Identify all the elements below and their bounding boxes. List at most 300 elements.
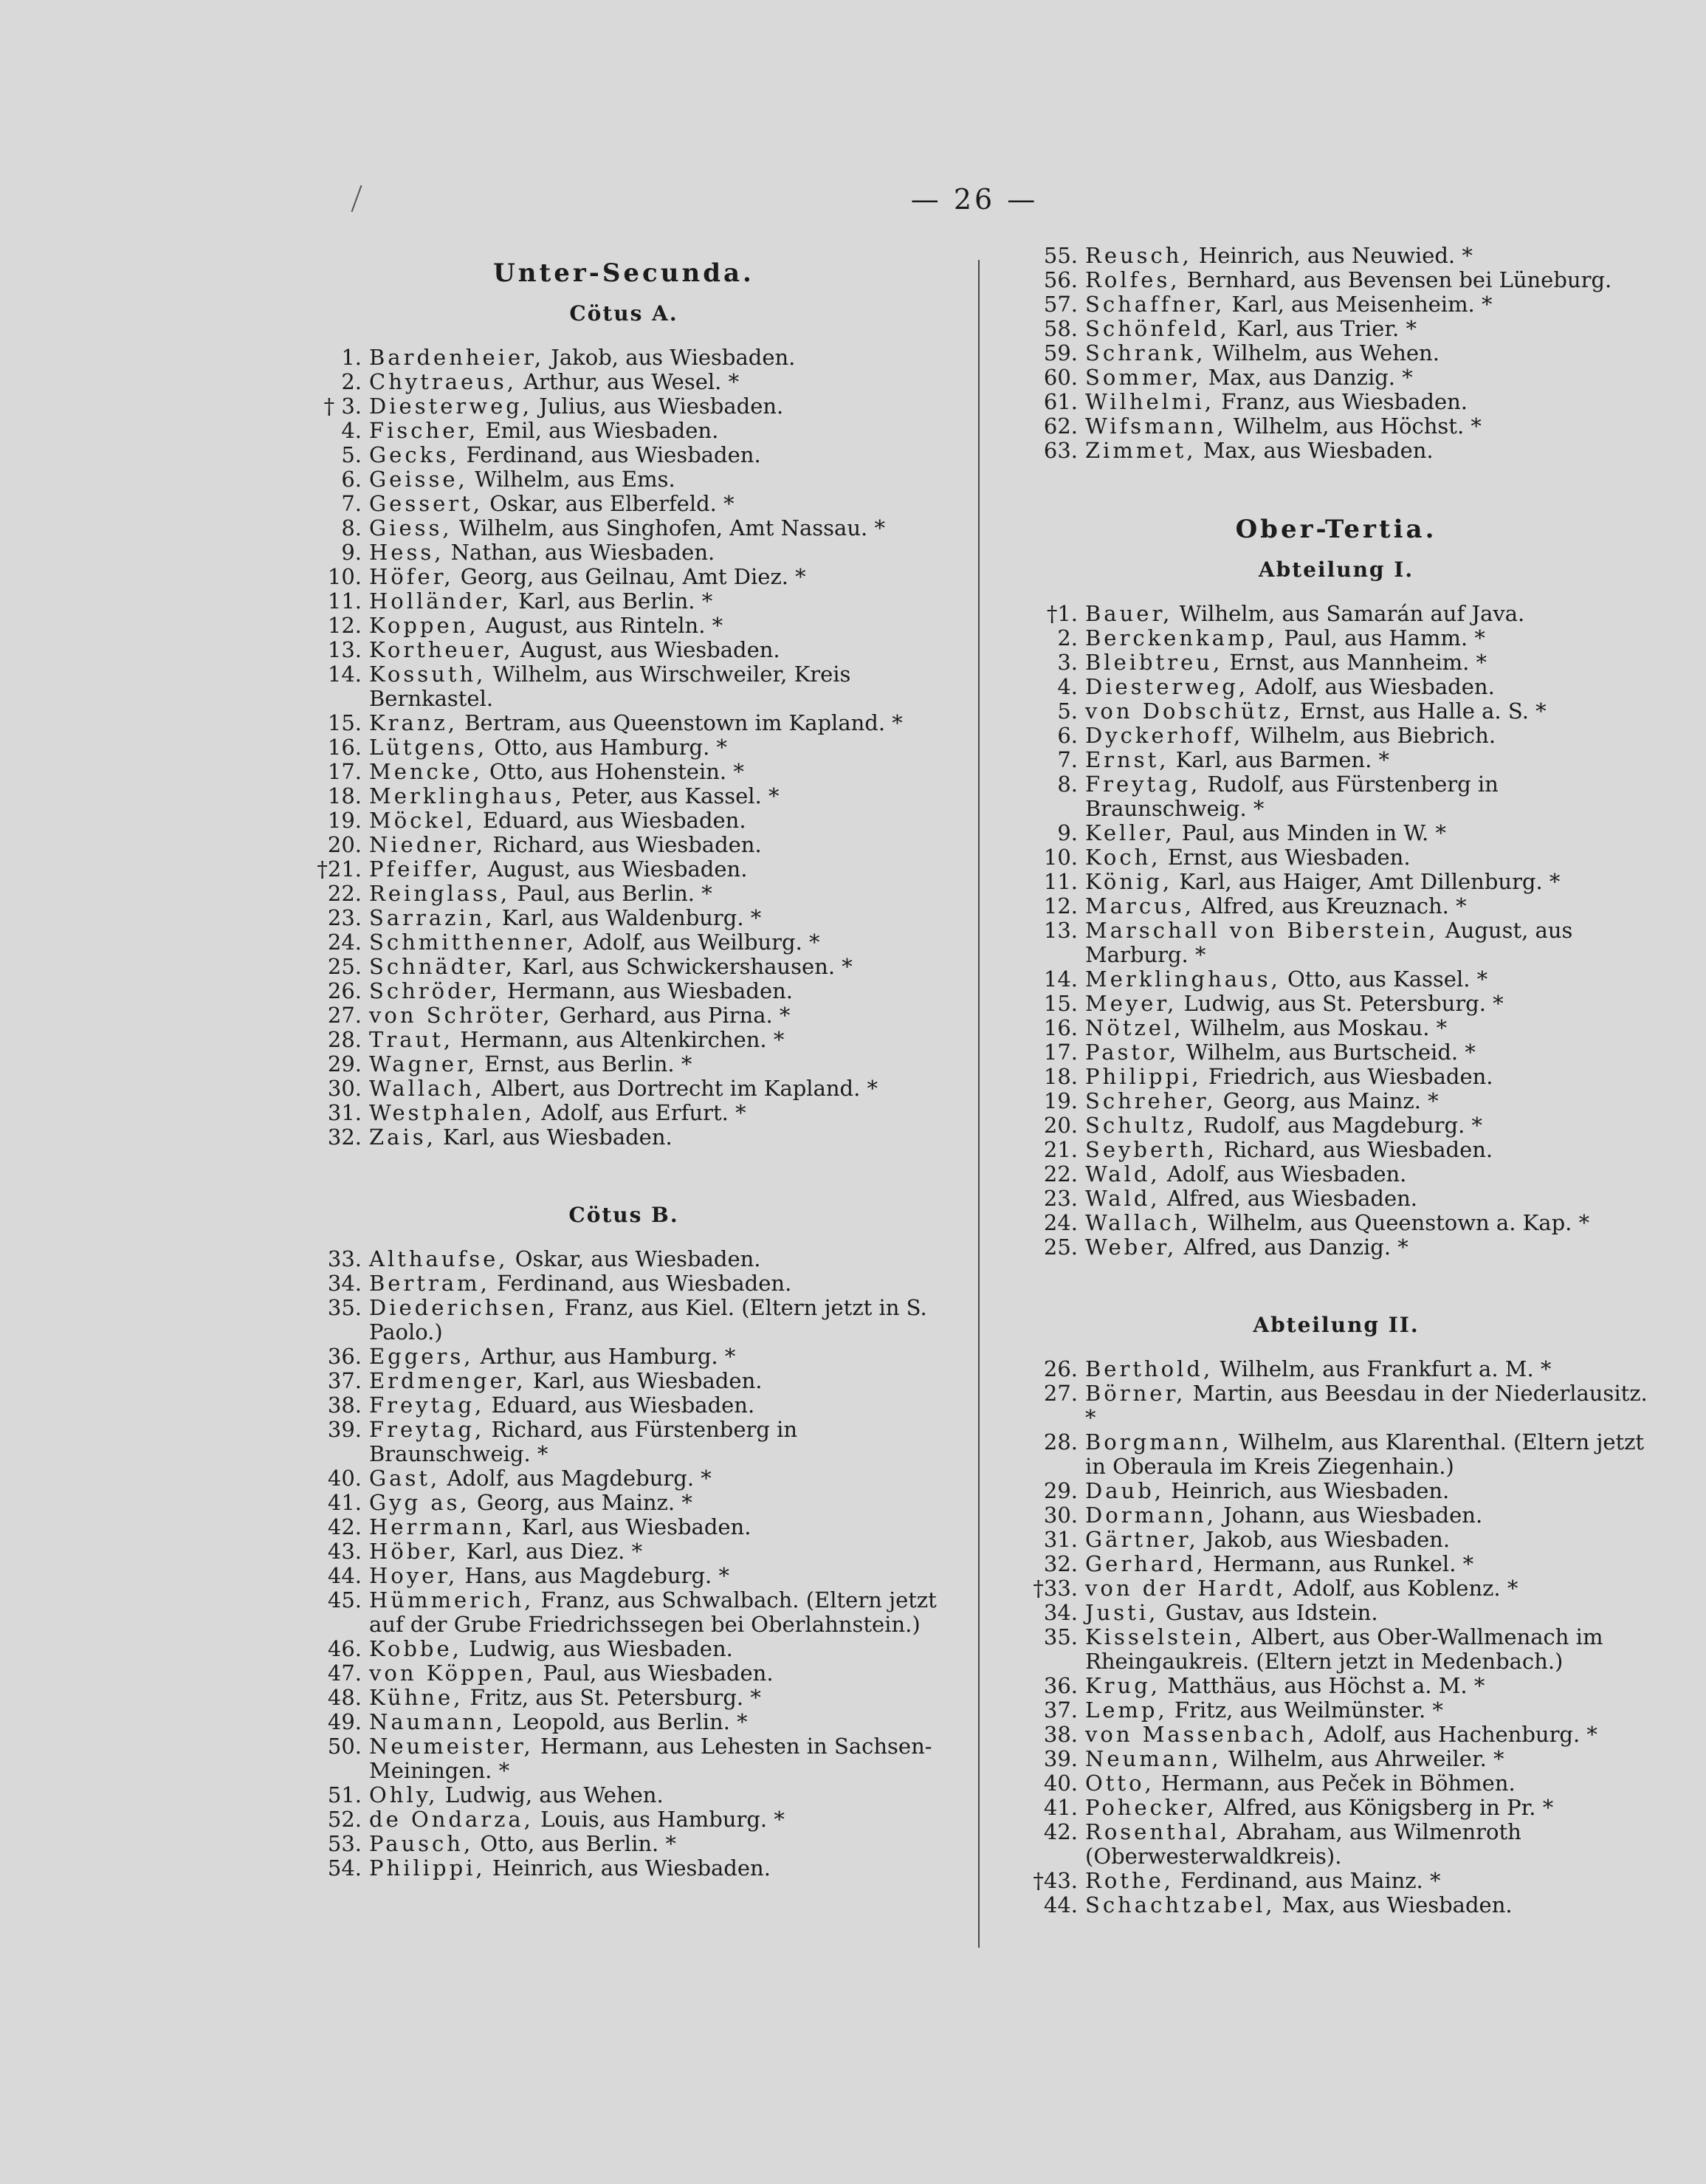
entry-text [1085,292,1654,317]
student-surname: Zais, [369,1124,436,1150]
student-details: Max, aus Danzig. * [1208,365,1413,390]
student-details: Paul, aus Berlin. * [517,881,712,906]
entry-text [1085,1601,1654,1625]
entry-number: 21. [1043,1137,1078,1162]
entry-text [369,346,945,370]
list-item [1019,1771,1654,1796]
student-details: Ernst, aus Berlin. * [484,1051,692,1076]
student-details: Hermann, aus Wiesbaden. [506,978,794,1003]
entry-number: 6. [341,467,362,492]
student-details: Bernhard, aus Bevensen bei Lüneburg. [1186,267,1612,292]
student-surname: Holländer, [369,588,512,614]
student-details: Jakob, aus Wiesbaden. [1205,1527,1451,1552]
student-surname: Möckel, [369,808,476,833]
entry-text [1085,602,1654,626]
student-details: Louis, aus Hamburg. * [540,1807,785,1832]
section-cotus-b [303,1203,945,1881]
student-details: Rudolf, aus Magdeburg. * [1203,1113,1483,1138]
entry-text [1085,675,1654,699]
right-column [1019,244,1654,1917]
list-item [1019,992,1654,1016]
list-item [1019,1430,1654,1479]
entry-number: 56. [1043,267,1078,292]
entry-text [369,1783,945,1807]
student-surname: Marcus, [1085,893,1194,918]
list-item [303,1637,945,1661]
entry-text [369,1076,945,1101]
entry-number: 48. [327,1685,362,1710]
entry-number: 47. [327,1661,362,1686]
section-title: Abteilung II. [1253,1313,1420,1337]
entry-text [1085,1771,1654,1796]
list-item [303,1491,945,1515]
entry-number: 17. [327,759,362,784]
section-abteilung-1 [1019,557,1654,1260]
entry-number: †1. [1046,601,1078,626]
entry-text [369,565,945,589]
student-details: Wilhelm, aus Klarenthal. (Eltern jetzt in Oberaula im Kreis Ziegenhain.) [1085,1429,1645,1479]
student-surname: Gyg as, [369,1490,470,1515]
student-details: Ernst, aus Halle a. S. * [1299,698,1547,724]
student-surname: Schachtzabel, [1085,1892,1276,1917]
list-item [303,1564,945,1588]
student-details: Abraham, aus Wilmenroth (Oberwesterwaldkreis). [1085,1819,1521,1869]
list-item [1019,724,1654,748]
student-details: Ferdinand, aus Wiesbaden. [466,442,761,467]
entry-text [1085,1576,1654,1601]
entry-number: 30. [1043,1503,1078,1528]
list-item [303,662,945,711]
list-item [303,589,945,614]
entry-text [1085,1552,1654,1576]
student-list-continued [1019,244,1654,463]
student-details: Peter, aus Kassel. * [571,783,780,808]
entry-number: 14. [1043,966,1078,992]
entry-text [369,1807,945,1832]
entry-text [1085,918,1654,967]
entry-number: 44. [1043,1892,1078,1917]
student-details: Emil, aus Wiesbaden. [485,418,719,443]
student-details: Wilhelm, aus Ahrweiler. * [1228,1746,1504,1771]
entry-number: 2. [1057,625,1078,650]
student-details: August, aus Wiesbaden. [520,637,780,662]
student-surname: Pohecker, [1085,1795,1217,1820]
student-surname: Schnädter, [369,954,516,979]
student-details: Ludwig, aus St. Petersburg. * [1183,991,1504,1016]
student-surname: Krug, [1085,1673,1160,1698]
list-item [303,1661,945,1686]
entry-text [369,1345,945,1369]
entry-text [1085,1187,1654,1211]
entry-number: 42. [327,1514,362,1539]
list-item [303,419,945,443]
entry-text [369,1101,945,1125]
student-surname: Schrank, [1085,340,1206,365]
entry-text [1085,650,1654,675]
student-details: Eduard, aus Wiesbaden. [491,1393,755,1418]
entry-text [369,662,945,711]
entry-number: 23. [1043,1186,1078,1211]
student-surname: Bleibtreu, [1085,650,1223,675]
entry-text [369,370,945,394]
entry-text [369,419,945,443]
entry-text [369,1588,945,1637]
student-details: Albert, aus Dortrecht im Kapland. * [491,1076,878,1101]
student-surname: Sommer, [1085,365,1202,390]
entry-number: 43. [327,1539,362,1564]
student-surname: Kortheuer, [369,637,514,662]
list-item [303,614,945,638]
list-item [303,638,945,662]
student-surname: Gärtner, [1085,1527,1199,1552]
entry-number: 9. [341,540,362,565]
list-item [303,1807,945,1832]
student-details: Georg, aus Geilnau, Amt Diez. * [460,564,806,589]
student-details: Oskar, aus Wiesbaden. [515,1246,761,1271]
entry-number: 40. [1043,1771,1078,1796]
student-details: Wilhelm, aus Frankfurt a. M. * [1220,1356,1552,1381]
list-item [303,1125,945,1150]
list-item [303,857,945,882]
entry-text [369,614,945,638]
entry-text [369,955,945,979]
student-surname: Diesterweg, [369,394,533,419]
list-item [1019,918,1654,967]
student-surname: Otto, [1085,1771,1155,1796]
entry-text [1085,1138,1654,1162]
student-details: Adolf, aus Koblenz. * [1293,1576,1518,1601]
student-details: Rudolf, aus Fürstenberg in Braunschweig. * [1085,772,1499,821]
list-item [303,1539,945,1564]
entry-number: 39. [1043,1746,1078,1771]
student-details: Friedrich, aus Wiesbaden. [1208,1064,1493,1089]
entry-text [369,1686,945,1710]
student-details: Wilhelm, aus Singhofen, Amt Nassau. * [458,515,885,540]
entry-text [369,1393,945,1418]
list-item [1019,365,1654,390]
entry-text [1085,365,1654,390]
list-item [303,1052,945,1076]
entry-number: †33. [1033,1576,1078,1601]
entry-number: 40. [327,1466,362,1491]
entry-text [369,516,945,540]
entry-number: 29. [327,1051,362,1076]
entry-number: 38. [327,1393,362,1418]
list-item [303,1345,945,1369]
student-details: Adolf, aus Erfurt. * [541,1100,746,1125]
entry-number: 53. [327,1831,362,1856]
student-details: Karl, aus Schwickershausen. * [522,954,853,979]
student-surname: Merklinghaus, [1085,966,1281,992]
student-surname: Freytag, [369,1393,485,1418]
student-details: Alfred, aus Danzig. * [1183,1234,1409,1260]
student-surname: Schönfeld, [1085,316,1230,341]
student-surname: Pfeiffer, [369,856,481,882]
list-item [303,906,945,930]
entry-number: 31. [1043,1527,1078,1552]
student-details: Karl, aus Wiesbaden. [532,1368,763,1393]
student-details: Wilhelm, aus Biebrich. [1250,723,1496,748]
entry-text [1085,268,1654,292]
entry-text [1085,1869,1654,1893]
entry-text [1085,1065,1654,1089]
student-details: Nathan, aus Wiesbaden. [450,540,715,565]
entry-text [1085,1698,1654,1723]
entry-number: 41. [327,1490,362,1515]
student-surname: Meyer, [1085,991,1177,1016]
entry-number: 27. [327,1003,362,1028]
student-details: Paul, aus Minden in W. * [1181,820,1446,845]
student-surname: Marschall von Biberstein, [1085,918,1439,943]
entry-text [1085,724,1654,748]
student-details: Heinrich, aus Neuwied. * [1198,243,1473,268]
entry-number: 7. [1057,747,1078,772]
student-details: Wilhelm, aus Samarán auf Java. [1179,601,1525,626]
entry-number: 34. [327,1271,362,1296]
student-details: Ferdinand, aus Mainz. * [1180,1868,1441,1893]
entry-text [1085,626,1654,650]
stray-pen-mark [351,185,362,212]
student-surname: Kisselstein, [1085,1624,1245,1649]
entry-text [1085,967,1654,992]
student-surname: Bauer, [1085,601,1173,626]
list-item [1019,439,1654,463]
entry-number: 26. [1043,1356,1078,1381]
student-surname: Lemp, [1085,1697,1168,1723]
student-details: Ludwig, aus Wiesbaden. [469,1636,733,1661]
entry-text [369,589,945,614]
student-details: Otto, aus Kassel. * [1287,966,1488,992]
student-surname: Eggers, [369,1344,474,1369]
student-surname: Kühne, [369,1685,464,1710]
column-divider [978,260,980,1948]
entry-number: 18. [1043,1064,1078,1089]
student-surname: Hümmerich, [369,1587,534,1613]
student-surname: Geisse, [369,467,468,492]
list-item [303,955,945,979]
list-item [303,1734,945,1783]
list-item [1019,748,1654,772]
entry-number: 1. [341,345,362,370]
entry-number: 32. [327,1124,362,1150]
entry-number: 35. [327,1295,362,1320]
list-item [1019,1601,1654,1625]
list-item [1019,1162,1654,1187]
entry-number: 12. [327,613,362,638]
student-surname: Ernst, [1085,747,1169,772]
student-details: Paul, aus Wiesbaden. [543,1661,774,1686]
list-item [303,930,945,955]
list-item [1019,1235,1654,1260]
list-item [1019,1625,1654,1674]
student-details: Arthur, aus Hamburg. * [480,1344,736,1369]
entry-number: 58. [1043,316,1078,341]
student-surname: Hoyer, [369,1563,458,1588]
student-details: Karl, aus Waldenburg. * [501,905,762,930]
student-surname: von Massenbach, [1085,1722,1318,1747]
entry-text [1085,1503,1654,1528]
entry-number: 55. [1043,243,1078,268]
student-details: Hermann, aus Peček in Böhmen. [1160,1771,1516,1796]
student-details: Adolf, aus Magdeburg. * [447,1466,712,1491]
student-surname: Wald, [1085,1186,1160,1211]
list-item [1019,1698,1654,1723]
entry-text [369,857,945,882]
student-surname: Philippi, [369,1855,486,1881]
student-details: Georg, aus Mainz. * [476,1490,692,1515]
student-surname: Chytraeus, [369,369,517,394]
entry-number: 13. [327,637,362,662]
list-item [303,1856,945,1881]
list-item [1019,341,1654,365]
student-surname: Neumeister, [369,1734,534,1759]
entry-number: 34. [1043,1600,1078,1625]
list-item [1019,1187,1654,1211]
student-list [303,1247,945,1881]
list-item [303,882,945,906]
entry-text [1085,894,1654,918]
list-item [303,711,945,735]
student-surname: Lütgens, [369,735,488,760]
student-details: Alfred, aus Königsberg in Pr. * [1223,1795,1554,1820]
student-details: Max, aus Wiesbaden. [1203,438,1434,463]
entry-text [1085,1723,1654,1747]
entry-text [369,1296,945,1345]
student-details: Franz, aus Kiel. (Eltern jetzt in S. Paolo.) [369,1295,927,1345]
entry-number: †43. [1033,1868,1078,1893]
student-details: Wilhelm, aus Wirschweiler, Kreis Bernkastel. [369,662,851,711]
student-surname: Bertram, [369,1271,490,1296]
entry-number: 4. [341,418,362,443]
list-item [1019,1065,1654,1089]
student-surname: von der Hardt, [1085,1576,1287,1601]
list-item [1019,1576,1654,1601]
entry-text [369,1125,945,1150]
student-surname: Höfer, [369,564,454,589]
entry-text [369,638,945,662]
list-item [1019,1723,1654,1747]
student-details: Franz, aus Schwalbach. (Eltern jetzt auf der Grube Friedrichssegen bei Oberlahnstein.) [369,1587,937,1637]
student-details: Oskar, aus Elberfeld. * [489,491,735,516]
entry-text [369,760,945,784]
student-surname: Keller, [1085,820,1175,845]
student-details: August, aus Rinteln. * [485,613,723,638]
student-details: Richard, aus Wiesbaden. [1223,1137,1493,1162]
list-item [1019,1016,1654,1040]
list-item [303,565,945,589]
student-surname: Diederichsen, [369,1295,558,1320]
list-item [1019,1357,1654,1381]
entry-text [369,930,945,955]
entry-text [369,1028,945,1052]
entry-text [1085,870,1654,894]
entry-number: 52. [327,1807,362,1832]
entry-number: 8. [341,515,362,540]
student-surname: Wagner, [369,1051,478,1076]
list-item [1019,650,1654,675]
student-details: Richard, aus Wiesbaden. [492,832,762,857]
student-details: Hermann, aus Runkel. * [1213,1551,1474,1576]
entry-number: 14. [327,662,362,687]
student-details: Hermann, aus Altenkirchen. * [460,1027,785,1052]
list-item [1019,1869,1654,1893]
entry-text [1085,317,1654,341]
student-surname: Justi, [1085,1600,1159,1625]
student-surname: von Dobschütz, [1085,698,1293,724]
student-surname: Freytag, [1085,772,1201,797]
student-details: Paul, aus Hamm. * [1284,625,1485,650]
student-surname: Börner, [1085,1381,1186,1406]
list-item [303,1247,945,1271]
list-item [303,979,945,1003]
entry-text [1085,1528,1654,1552]
list-item [303,1418,945,1466]
entry-number: 19. [327,808,362,833]
entry-number: 10. [1043,845,1078,870]
entry-number: 25. [327,954,362,979]
entry-text [1085,821,1654,845]
student-details: Otto, aus Berlin. * [480,1831,676,1856]
entry-text [369,1491,945,1515]
list-item [303,1076,945,1101]
student-surname: Höber, [369,1539,460,1564]
student-details: Otto, aus Hohenstein. * [489,759,744,784]
student-surname: Koch, [1085,845,1161,870]
student-details: Wilhelm, aus Wehen. [1212,340,1440,365]
student-surname: Reinglass, [369,881,511,906]
student-surname: Nötzel, [1085,1015,1184,1040]
entry-text [1085,748,1654,772]
entry-text [369,808,945,833]
student-details: Karl, aus Meisenheim. * [1231,292,1493,317]
entry-text [1085,1381,1654,1430]
list-item [303,1832,945,1856]
entry-text [369,1271,945,1296]
entry-number: 45. [327,1587,362,1613]
student-surname: von Köppen, [369,1661,537,1686]
entry-text [369,1539,945,1564]
student-list [303,346,945,1150]
entry-number: 15. [327,710,362,735]
entry-number: 24. [1043,1210,1078,1235]
student-surname: Sarrazin, [369,905,495,930]
student-details: Wilhelm, aus Ems. [474,467,675,492]
student-surname: Daub, [1085,1478,1164,1503]
entry-number: 46. [327,1636,362,1661]
list-item [303,1466,945,1491]
student-details: Wilhelm, aus Moskau. * [1190,1015,1448,1040]
entry-text [1085,1357,1654,1381]
section-abteilung-2 [1019,1313,1654,1917]
student-details: Adolf, aus Wiesbaden. [1255,674,1495,699]
entry-number: 36. [1043,1673,1078,1698]
student-list [1019,1357,1654,1917]
list-item [303,492,945,516]
entry-number: 35. [1043,1624,1078,1649]
entry-text [369,1003,945,1028]
entry-text [1085,1625,1654,1674]
list-item [1019,390,1654,414]
entry-number: 51. [327,1782,362,1807]
list-item [303,735,945,760]
list-item [303,1515,945,1539]
student-surname: Rolfes, [1085,267,1180,292]
list-item [303,467,945,492]
list-item [1019,1211,1654,1235]
student-surname: Reusch, [1085,243,1192,268]
student-details: Fritz, aus Weilmünster. * [1174,1697,1443,1723]
student-details: Heinrich, aus Wiesbaden. [1171,1478,1450,1503]
